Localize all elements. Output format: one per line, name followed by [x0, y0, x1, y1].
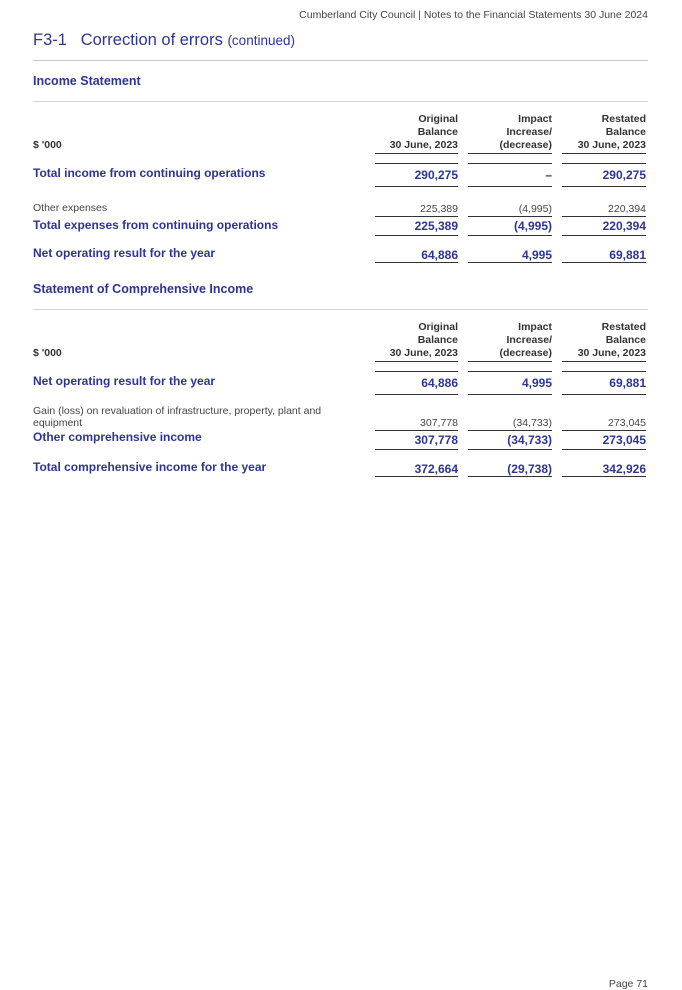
- column-header-restated: Restated Balance 30 June, 2023: [562, 321, 646, 362]
- cell-value: 225,389: [420, 203, 458, 215]
- unit-label: $ '000: [33, 139, 62, 151]
- table-row: [33, 458, 648, 478]
- comprehensive-income-divider: [33, 309, 648, 310]
- title-divider: [33, 60, 648, 61]
- comprehensive-income-header: [33, 314, 648, 362]
- column-header-original: Original Balance 30 June, 2023: [375, 113, 458, 154]
- cell-value: (34,733): [512, 417, 552, 429]
- section-number: F3-1: [33, 31, 67, 49]
- cell-value: 290,275: [562, 163, 646, 187]
- row-label: Gain (loss) on revaluation of infrastructure, property, plant and equipment: [33, 405, 322, 429]
- section-suffix: (continued): [227, 33, 295, 48]
- cell-value: 220,394: [562, 216, 646, 236]
- cell-value: 290,275: [375, 163, 458, 187]
- column-header-impact: Impact Increase/ (decrease): [468, 113, 552, 154]
- cell-value: –: [468, 163, 552, 187]
- row-label: Total expenses from continuing operations: [33, 218, 279, 232]
- cell-value: 4,995: [468, 371, 552, 395]
- row-label: Total income from continuing operations: [33, 166, 266, 180]
- row-label: Other comprehensive income: [33, 430, 202, 444]
- cell-value: (29,738): [468, 458, 552, 477]
- table-row: [33, 403, 648, 430]
- cell-value: 64,886: [375, 371, 458, 395]
- table-row: [33, 244, 648, 264]
- cell-value: (34,733): [468, 430, 552, 450]
- table-row: [33, 371, 648, 395]
- column-header-original: Original Balance 30 June, 2023: [375, 321, 458, 362]
- table-row: [33, 430, 648, 450]
- income-statement-title: Income Statement: [33, 74, 141, 88]
- cell-value: 69,881: [562, 244, 646, 263]
- running-header: Cumberland City Council | Notes to the Financial Statements 30 June 2024: [299, 9, 648, 21]
- table-row: [33, 200, 648, 216]
- row-label: Net operating result for the year: [33, 246, 216, 260]
- cell-value: 342,926: [562, 458, 646, 477]
- table-row: [33, 216, 648, 236]
- cell-value: (4,995): [518, 203, 552, 215]
- column-header-restated: Restated Balance 30 June, 2023: [562, 113, 646, 154]
- unit-label: $ '000: [33, 347, 62, 359]
- section-title-text: Correction of errors: [80, 31, 223, 49]
- cell-value: 307,778: [375, 430, 458, 450]
- cell-value: 225,389: [375, 216, 458, 236]
- income-statement-divider: [33, 101, 648, 102]
- cell-value: 307,778: [420, 417, 458, 429]
- column-header-impact: Impact Increase/ (decrease): [468, 321, 552, 362]
- row-label: Other expenses: [33, 202, 108, 214]
- cell-value: 273,045: [608, 417, 646, 429]
- comprehensive-income-statement: [33, 282, 648, 478]
- cell-value: 220,394: [608, 203, 646, 215]
- comprehensive-income-title: Statement of Comprehensive Income: [33, 282, 254, 296]
- cell-value: (4,995): [468, 216, 552, 236]
- income-statement: [33, 74, 648, 264]
- cell-value: 69,881: [562, 371, 646, 395]
- cell-value: 4,995: [468, 244, 552, 263]
- cell-value: 64,886: [375, 244, 458, 263]
- row-label: Total comprehensive income for the year: [33, 460, 267, 474]
- section-title: [33, 31, 295, 50]
- income-statement-header: [33, 106, 648, 154]
- cell-value: 273,045: [562, 430, 646, 450]
- cell-value: 372,664: [375, 458, 458, 477]
- table-row: [33, 163, 648, 187]
- row-label: Net operating result for the year: [33, 374, 216, 388]
- page-number: Page 71: [608, 978, 648, 990]
